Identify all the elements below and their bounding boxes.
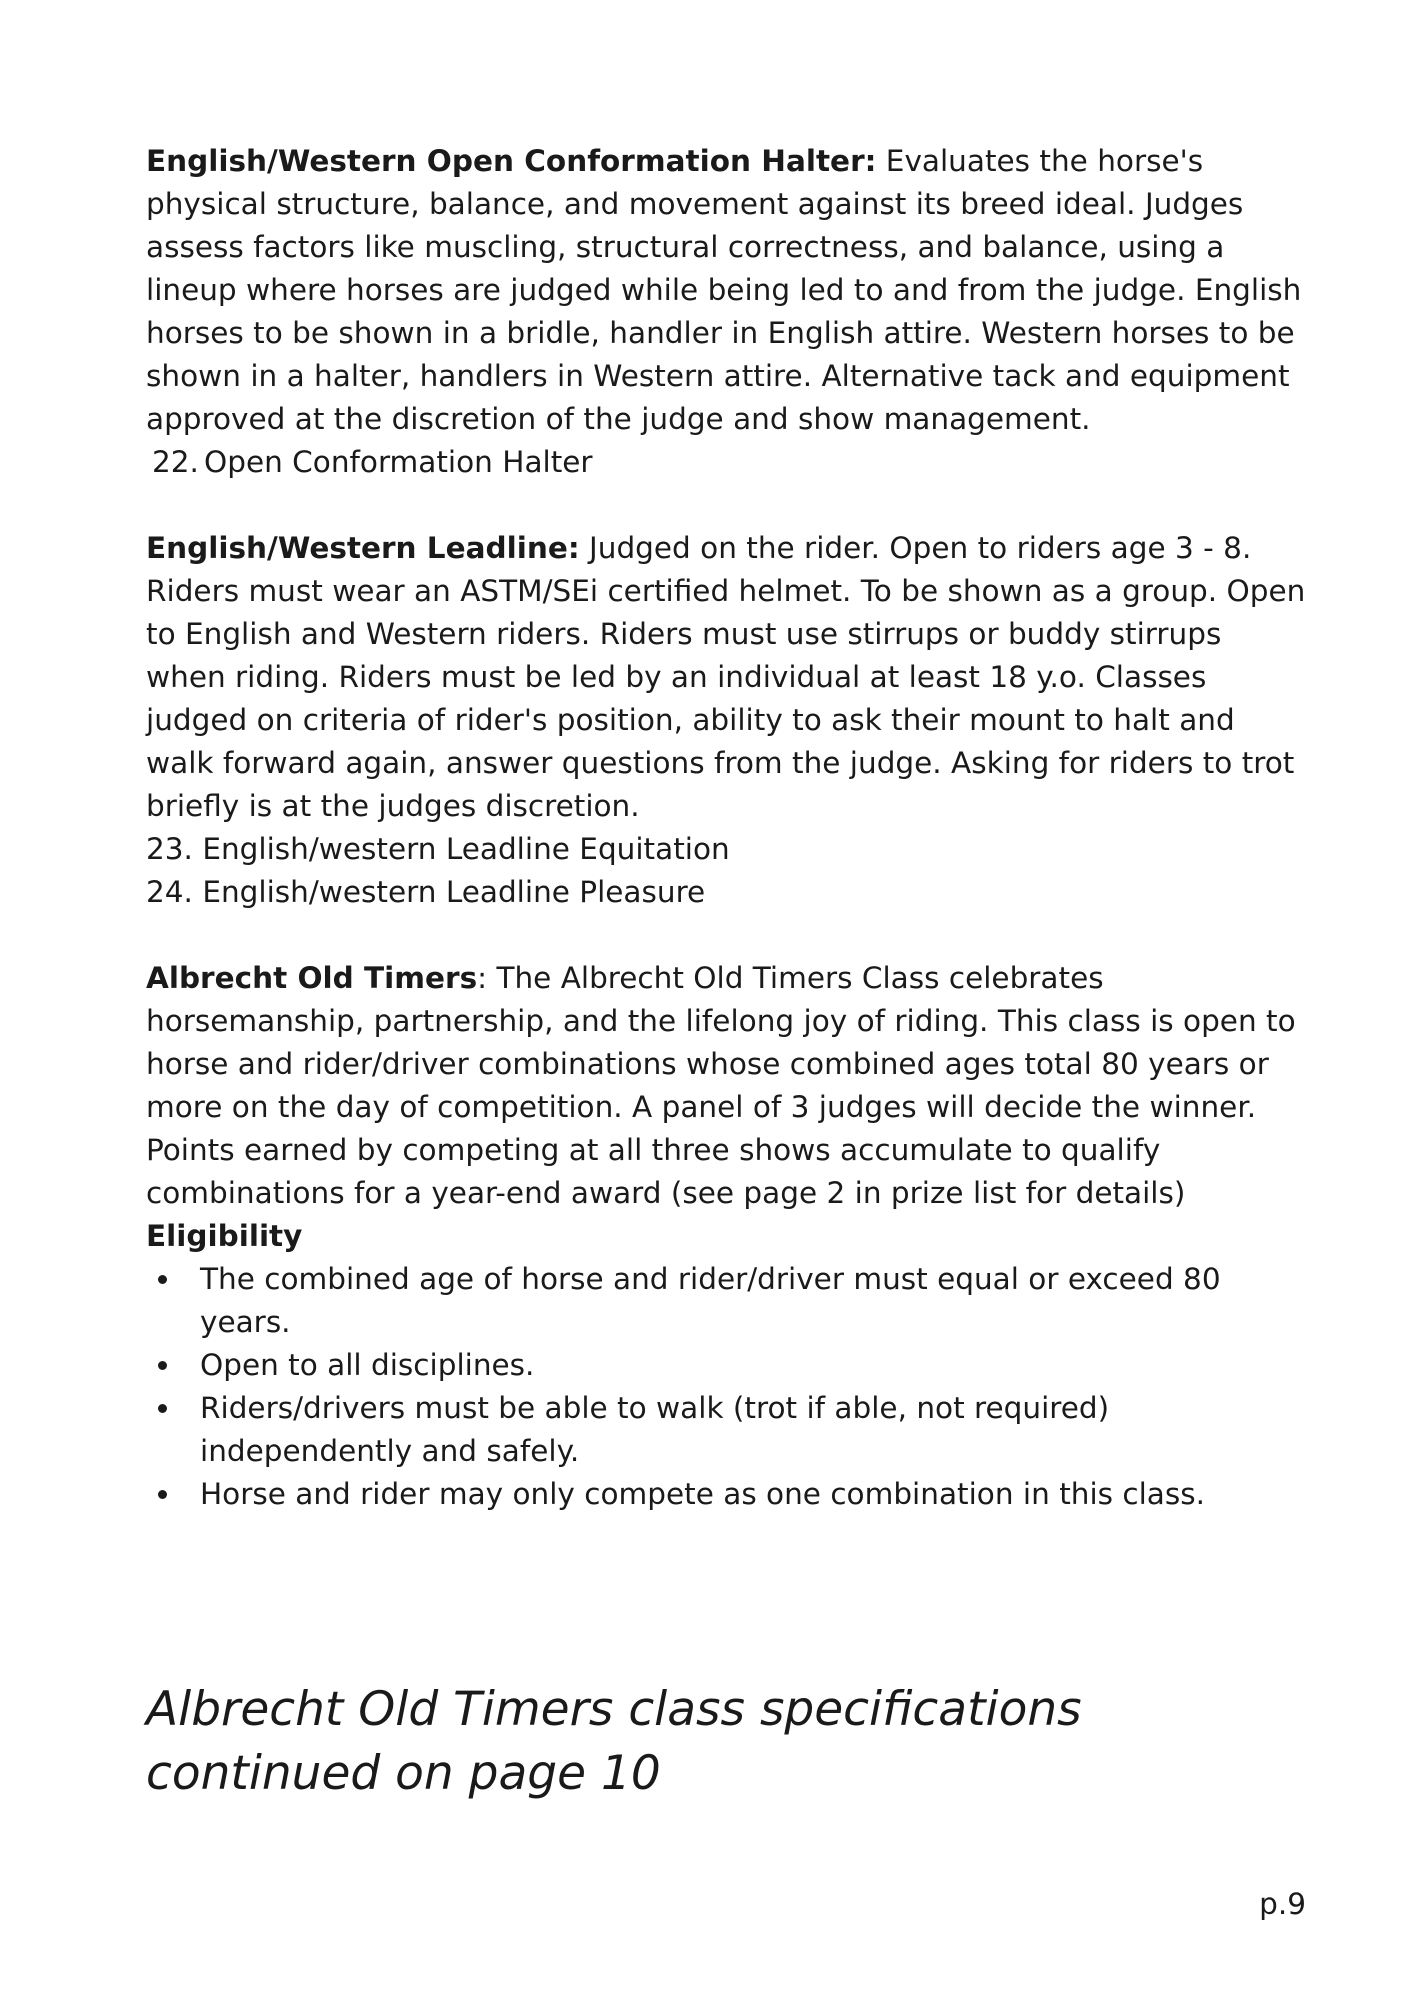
eligibility-heading: Eligibility (146, 1219, 303, 1253)
bullet-icon (158, 1490, 167, 1499)
section-paragraph (146, 140, 1306, 441)
eligibility-text: The combined age of horse and rider/driver must equal or exceed 80 years. (200, 1262, 1221, 1339)
bullet-icon (158, 1275, 167, 1284)
section-heading: English/Western Leadline: (146, 531, 580, 565)
section-leadline (146, 527, 1306, 914)
eligibility-item (200, 1258, 1306, 1344)
section-heading: Albrecht Old Timers (146, 961, 478, 995)
eligibility-item (200, 1387, 1306, 1473)
section-paragraph (146, 957, 1306, 1215)
page-number: p.9 (1259, 1887, 1306, 1921)
section-paragraph (146, 527, 1306, 828)
class-list-item (146, 871, 1306, 914)
eligibility-text: Riders/drivers must be able to walk (trot if able, not required) independently and safely. (200, 1391, 1110, 1468)
class-number: 24. (146, 875, 193, 909)
section-old-timers (146, 957, 1306, 1516)
section-description: : The Albrecht Old Timers Class celebrates horsemanship, partnership, and the lifelong joy of riding. This class is open to horse and rider/driver combinations whose combined ages total 80 years or more on the day of competition. A panel of 3 judges will decide the winner. Points earned by competing at all three shows accumulate to qualify combinations for a year-end award (see page 2 in prize list for details) (146, 961, 1296, 1210)
class-name: Open Conformation Halter (204, 445, 593, 479)
section-heading: English/Western Open Conformation Halter: (146, 144, 877, 178)
eligibility-item (200, 1344, 1306, 1387)
eligibility-text: Horse and rider may only compete as one combination in this class. (200, 1477, 1206, 1511)
class-name: English/western Leadline Pleasure (202, 875, 706, 909)
eligibility-item (200, 1473, 1306, 1516)
eligibility-list (146, 1258, 1306, 1516)
page-content (146, 140, 1306, 1559)
continued-note: Albrecht Old Timers class specifications continued on page 10 (146, 1682, 1082, 1801)
bullet-icon (158, 1361, 167, 1370)
class-list-item (146, 828, 1306, 871)
bullet-icon (158, 1404, 167, 1413)
class-name: English/western Leadline Equitation (202, 832, 730, 866)
eligibility-text: Open to all disciplines. (200, 1348, 535, 1382)
section-description: Evaluates the horse's physical structure, balance, and movement against its breed ideal. Judges assess factors like muscling, structural correctness, and balance, using a lineup where horses are judged while being led to and from the judge. English horses to be shown in a bridle, handler in English attire. Western horses to be shown in a halter, handlers in Western attire. Alternative tack and equipment approved at the discretion of the judge and show management. (146, 144, 1302, 436)
section-description: Judged on the rider. Open to riders age 3 - 8. Riders must wear an ASTM/SEi certified helmet. To be shown as a group. Open to English and Western riders. Riders must use stirrups or buddy stirrups when riding. Riders must be led by an individual at least 18 y.o. Classes judged on criteria of rider's position, ability to ask their mount to halt and walk forward again, answer questions from the judge. Asking for riders to trot briefly is at the judges discretion. (146, 531, 1306, 823)
class-number: 22. (152, 445, 199, 479)
class-number: 23. (146, 832, 193, 866)
section-conformation-halter (146, 140, 1306, 484)
class-list-item (146, 441, 1306, 484)
